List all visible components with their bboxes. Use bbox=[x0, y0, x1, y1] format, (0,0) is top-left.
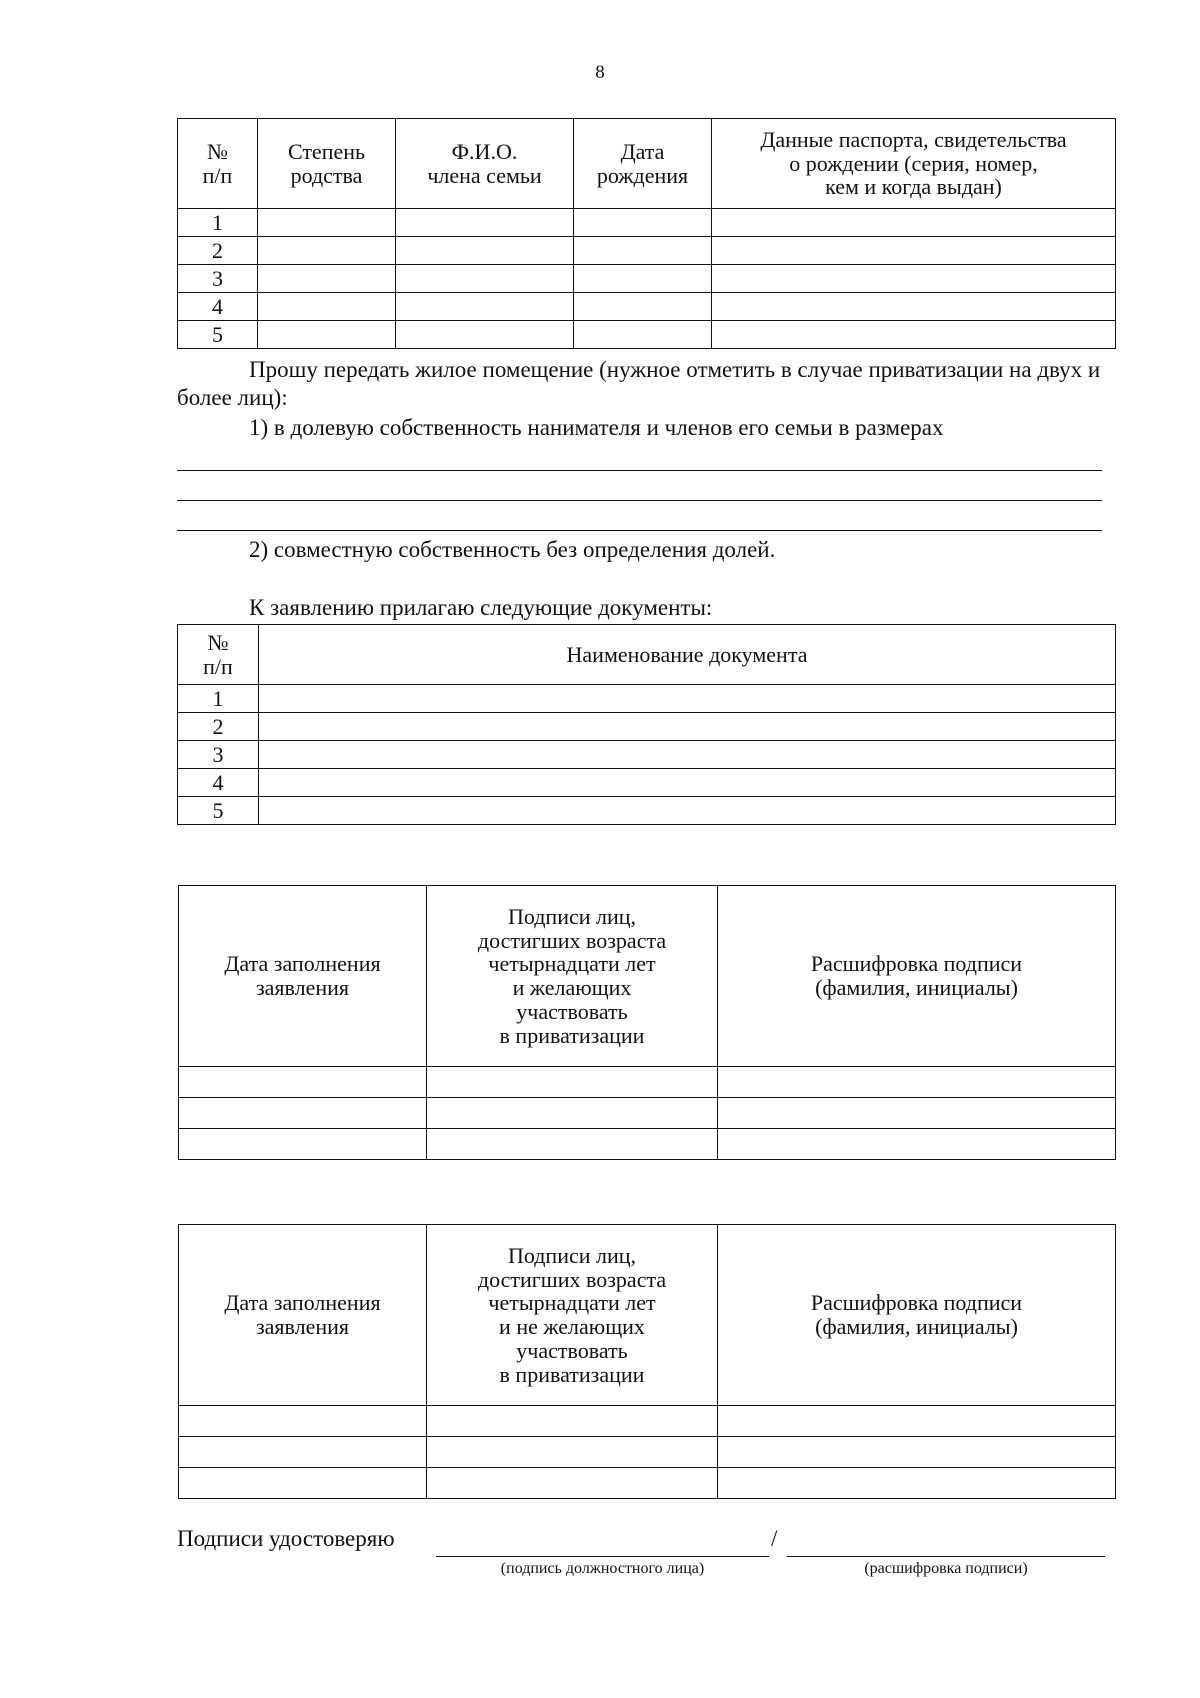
cell[interactable] bbox=[718, 1437, 1116, 1468]
cell[interactable] bbox=[574, 209, 712, 237]
official-signature-line[interactable] bbox=[436, 1556, 769, 1557]
cell[interactable] bbox=[718, 1129, 1116, 1160]
cell[interactable] bbox=[712, 321, 1116, 349]
header-number: № п/п bbox=[178, 625, 259, 685]
table-row bbox=[178, 769, 1116, 797]
option-shared-ownership-text: 1) в долевую собственность нанимателя и членов его семьи в размерах bbox=[249, 415, 944, 440]
cell[interactable] bbox=[712, 265, 1116, 293]
cell[interactable] bbox=[258, 293, 396, 321]
attached-documents-table bbox=[177, 624, 1116, 825]
shares-entry-line-3[interactable] bbox=[177, 530, 1102, 531]
cell[interactable] bbox=[396, 209, 574, 237]
cell[interactable] bbox=[396, 321, 574, 349]
table-row bbox=[178, 713, 1116, 741]
cell[interactable] bbox=[427, 1437, 718, 1468]
table-row bbox=[178, 797, 1116, 825]
cell[interactable] bbox=[258, 321, 396, 349]
header-fill-date: Дата заполнения заявления bbox=[179, 886, 427, 1067]
cell[interactable] bbox=[427, 1067, 718, 1098]
cell[interactable] bbox=[396, 237, 574, 265]
table-row bbox=[178, 237, 1116, 265]
attached-documents-intro: К заявлению прилагаю следующие документы: bbox=[249, 595, 713, 620]
row-number: 4 bbox=[178, 293, 258, 321]
participating-signatures-table bbox=[178, 885, 1116, 1160]
cell[interactable] bbox=[179, 1437, 427, 1468]
table-row bbox=[178, 265, 1116, 293]
row-number: 2 bbox=[178, 713, 259, 741]
table-header-row bbox=[178, 119, 1116, 209]
cell[interactable] bbox=[712, 237, 1116, 265]
header-signature-decoding: Расшифровка подписи (фамилия, инициалы) bbox=[718, 1225, 1116, 1406]
cell[interactable] bbox=[718, 1098, 1116, 1129]
cell[interactable] bbox=[574, 293, 712, 321]
cell[interactable] bbox=[258, 265, 396, 293]
header-signatures: Подписи лиц, достигших возраста четырнадцати лет и желающих участвовать в приватизации bbox=[427, 886, 718, 1067]
cell[interactable] bbox=[718, 1067, 1116, 1098]
cell[interactable] bbox=[574, 321, 712, 349]
row-number: 3 bbox=[178, 741, 259, 769]
cell[interactable] bbox=[258, 237, 396, 265]
row-number: 5 bbox=[178, 797, 259, 825]
cell[interactable] bbox=[179, 1098, 427, 1129]
table-row bbox=[178, 741, 1116, 769]
table-row bbox=[179, 1067, 1116, 1098]
certification-separator: / bbox=[771, 1526, 778, 1551]
header-signatures: Подписи лиц, достигших возраста четырнадцати лет и не желающих участвовать в приватизации bbox=[427, 1225, 718, 1406]
cell[interactable] bbox=[427, 1098, 718, 1129]
cell[interactable] bbox=[259, 769, 1116, 797]
header-signature-decoding: Расшифровка подписи (фамилия, инициалы) bbox=[718, 886, 1116, 1067]
header-passport-data: Данные паспорта, свидетельства о рождении (серия, номер, кем и когда выдан) bbox=[712, 119, 1116, 209]
table-row bbox=[179, 1437, 1116, 1468]
row-number: 4 bbox=[178, 769, 259, 797]
row-number: 1 bbox=[178, 685, 259, 713]
header-birth-date: Дата рождения bbox=[574, 119, 712, 209]
family-members-table bbox=[177, 118, 1116, 349]
shares-entry-line-2[interactable] bbox=[177, 500, 1102, 501]
cell[interactable] bbox=[427, 1406, 718, 1437]
table-row bbox=[179, 1406, 1116, 1437]
cell[interactable] bbox=[427, 1468, 718, 1499]
cell[interactable] bbox=[712, 293, 1116, 321]
cell[interactable] bbox=[179, 1129, 427, 1160]
cell[interactable] bbox=[259, 741, 1116, 769]
cell[interactable] bbox=[718, 1406, 1116, 1437]
row-number: 1 bbox=[178, 209, 258, 237]
signature-decoding-line[interactable] bbox=[787, 1556, 1105, 1557]
header-full-name: Ф.И.О. члена семьи bbox=[396, 119, 574, 209]
non-participating-signatures-table bbox=[178, 1224, 1116, 1499]
header-relationship: Степень родства bbox=[258, 119, 396, 209]
cell[interactable] bbox=[259, 685, 1116, 713]
cell[interactable] bbox=[574, 265, 712, 293]
header-number: № п/п bbox=[178, 119, 258, 209]
cell[interactable] bbox=[179, 1067, 427, 1098]
shares-entry-line-1[interactable] bbox=[177, 470, 1102, 471]
table-row bbox=[178, 209, 1116, 237]
certification-label: Подписи удостоверяю bbox=[177, 1526, 395, 1551]
table-row bbox=[179, 1098, 1116, 1129]
table-row bbox=[178, 321, 1116, 349]
row-number: 3 bbox=[178, 265, 258, 293]
official-signature-caption: (подпись должностного лица) bbox=[500, 1560, 705, 1577]
table-row bbox=[178, 293, 1116, 321]
option-joint-ownership: 2) совместную собственность без определения долей. bbox=[249, 537, 776, 562]
cell[interactable] bbox=[258, 209, 396, 237]
cell[interactable] bbox=[179, 1468, 427, 1499]
option-shared-ownership bbox=[249, 414, 1115, 442]
table-row bbox=[178, 685, 1116, 713]
row-number: 2 bbox=[178, 237, 258, 265]
header-document-name: Наименование документа bbox=[259, 625, 1116, 685]
cell[interactable] bbox=[259, 713, 1116, 741]
cell[interactable] bbox=[259, 797, 1116, 825]
cell[interactable] bbox=[427, 1129, 718, 1160]
page-number: 8 bbox=[595, 62, 605, 83]
table-header-row bbox=[179, 1225, 1116, 1406]
signature-decoding-caption: (расшифровка подписи) bbox=[864, 1560, 1028, 1577]
cell[interactable] bbox=[712, 209, 1116, 237]
table-row bbox=[179, 1129, 1116, 1160]
privatization-request-text: Прошу передать жилое помещение (нужное отметить в случае приватизации на двух и более лиц): bbox=[177, 357, 1101, 410]
row-number: 5 bbox=[178, 321, 258, 349]
header-fill-date: Дата заполнения заявления bbox=[179, 1225, 427, 1406]
table-header-row bbox=[179, 886, 1116, 1067]
table-row bbox=[179, 1468, 1116, 1499]
table-header-row bbox=[178, 625, 1116, 685]
cell[interactable] bbox=[179, 1406, 427, 1437]
cell[interactable] bbox=[574, 237, 712, 265]
cell[interactable] bbox=[396, 265, 574, 293]
cell[interactable] bbox=[396, 293, 574, 321]
cell[interactable] bbox=[718, 1468, 1116, 1499]
